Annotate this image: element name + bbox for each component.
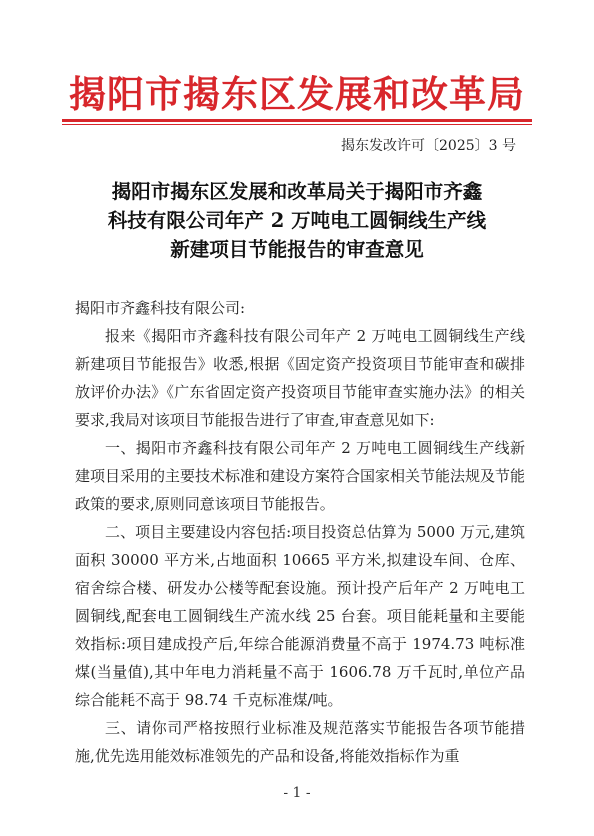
document-number: 揭东发改许可〔2025〕3 号 (341, 138, 516, 154)
paragraph-item-3: 三、请你司严格按照行业标准及规范落实节能报告各项节能措施,优先选用能效标准领先的产品和设备,将能效指标作为重 (75, 719, 525, 765)
paragraph-item-1: 一、揭阳市齐鑫科技有限公司年产 2 万吨电工圆铜线生产线新建项目采用的主要技术标准和建设方案符合国家相关节能法规及节能政策的要求,原则同意该项目节能报告。 (75, 439, 526, 513)
title-line-3: 新建项目节能报告的审查意见 (170, 238, 424, 261)
red-divider-thin (62, 124, 532, 125)
salutation: 揭阳市齐鑫科技有限公司: (75, 299, 246, 317)
title-line-2: 科技有限公司年产 2 万吨电工圆铜线生产线 (107, 209, 487, 232)
organization-header: 揭阳市揭东区发展和改革局 (69, 72, 525, 116)
red-divider-thick (62, 119, 532, 122)
paragraph-item-2: 二、项目主要建设内容包括:项目投资总估算为 5000 万元,建筑面积 30000 平方米,占地面积 10665 平方米,拟建设车间、仓库、宿舍综合楼、研发办公楼等配套设施。预计投产后年产 2 万吨电工圆铜线,配套电工圆铜线生产流水线 25 台套。项目能耗量和主要能效指标:项目建成投产后,年综合能源消费量不高于 1974.73 吨标准煤(当量值),其中年电力消耗量不高于 1606.78 万千瓦时,单位产品综合能耗不高于 98.74 千克标准煤/吨。 (75, 523, 525, 709)
page-number: - 1 - (283, 785, 311, 801)
document-title (40, 177, 554, 264)
paragraph-intro: 报来《揭阳市齐鑫科技有限公司年产 2 万吨电工圆铜线生产线新建项目节能报告》收悉,根据《固定资产投资项目节能审查和碳排放评价办法》《广东省固定资产投资项目节能审查实施办法》的相关要求,我局对该项目节能报告进行了审查,审查意见如下: (75, 327, 525, 429)
document-body (75, 322, 525, 770)
title-line-1: 揭阳市揭东区发展和改革局关于揭阳市齐鑫 (111, 180, 483, 203)
